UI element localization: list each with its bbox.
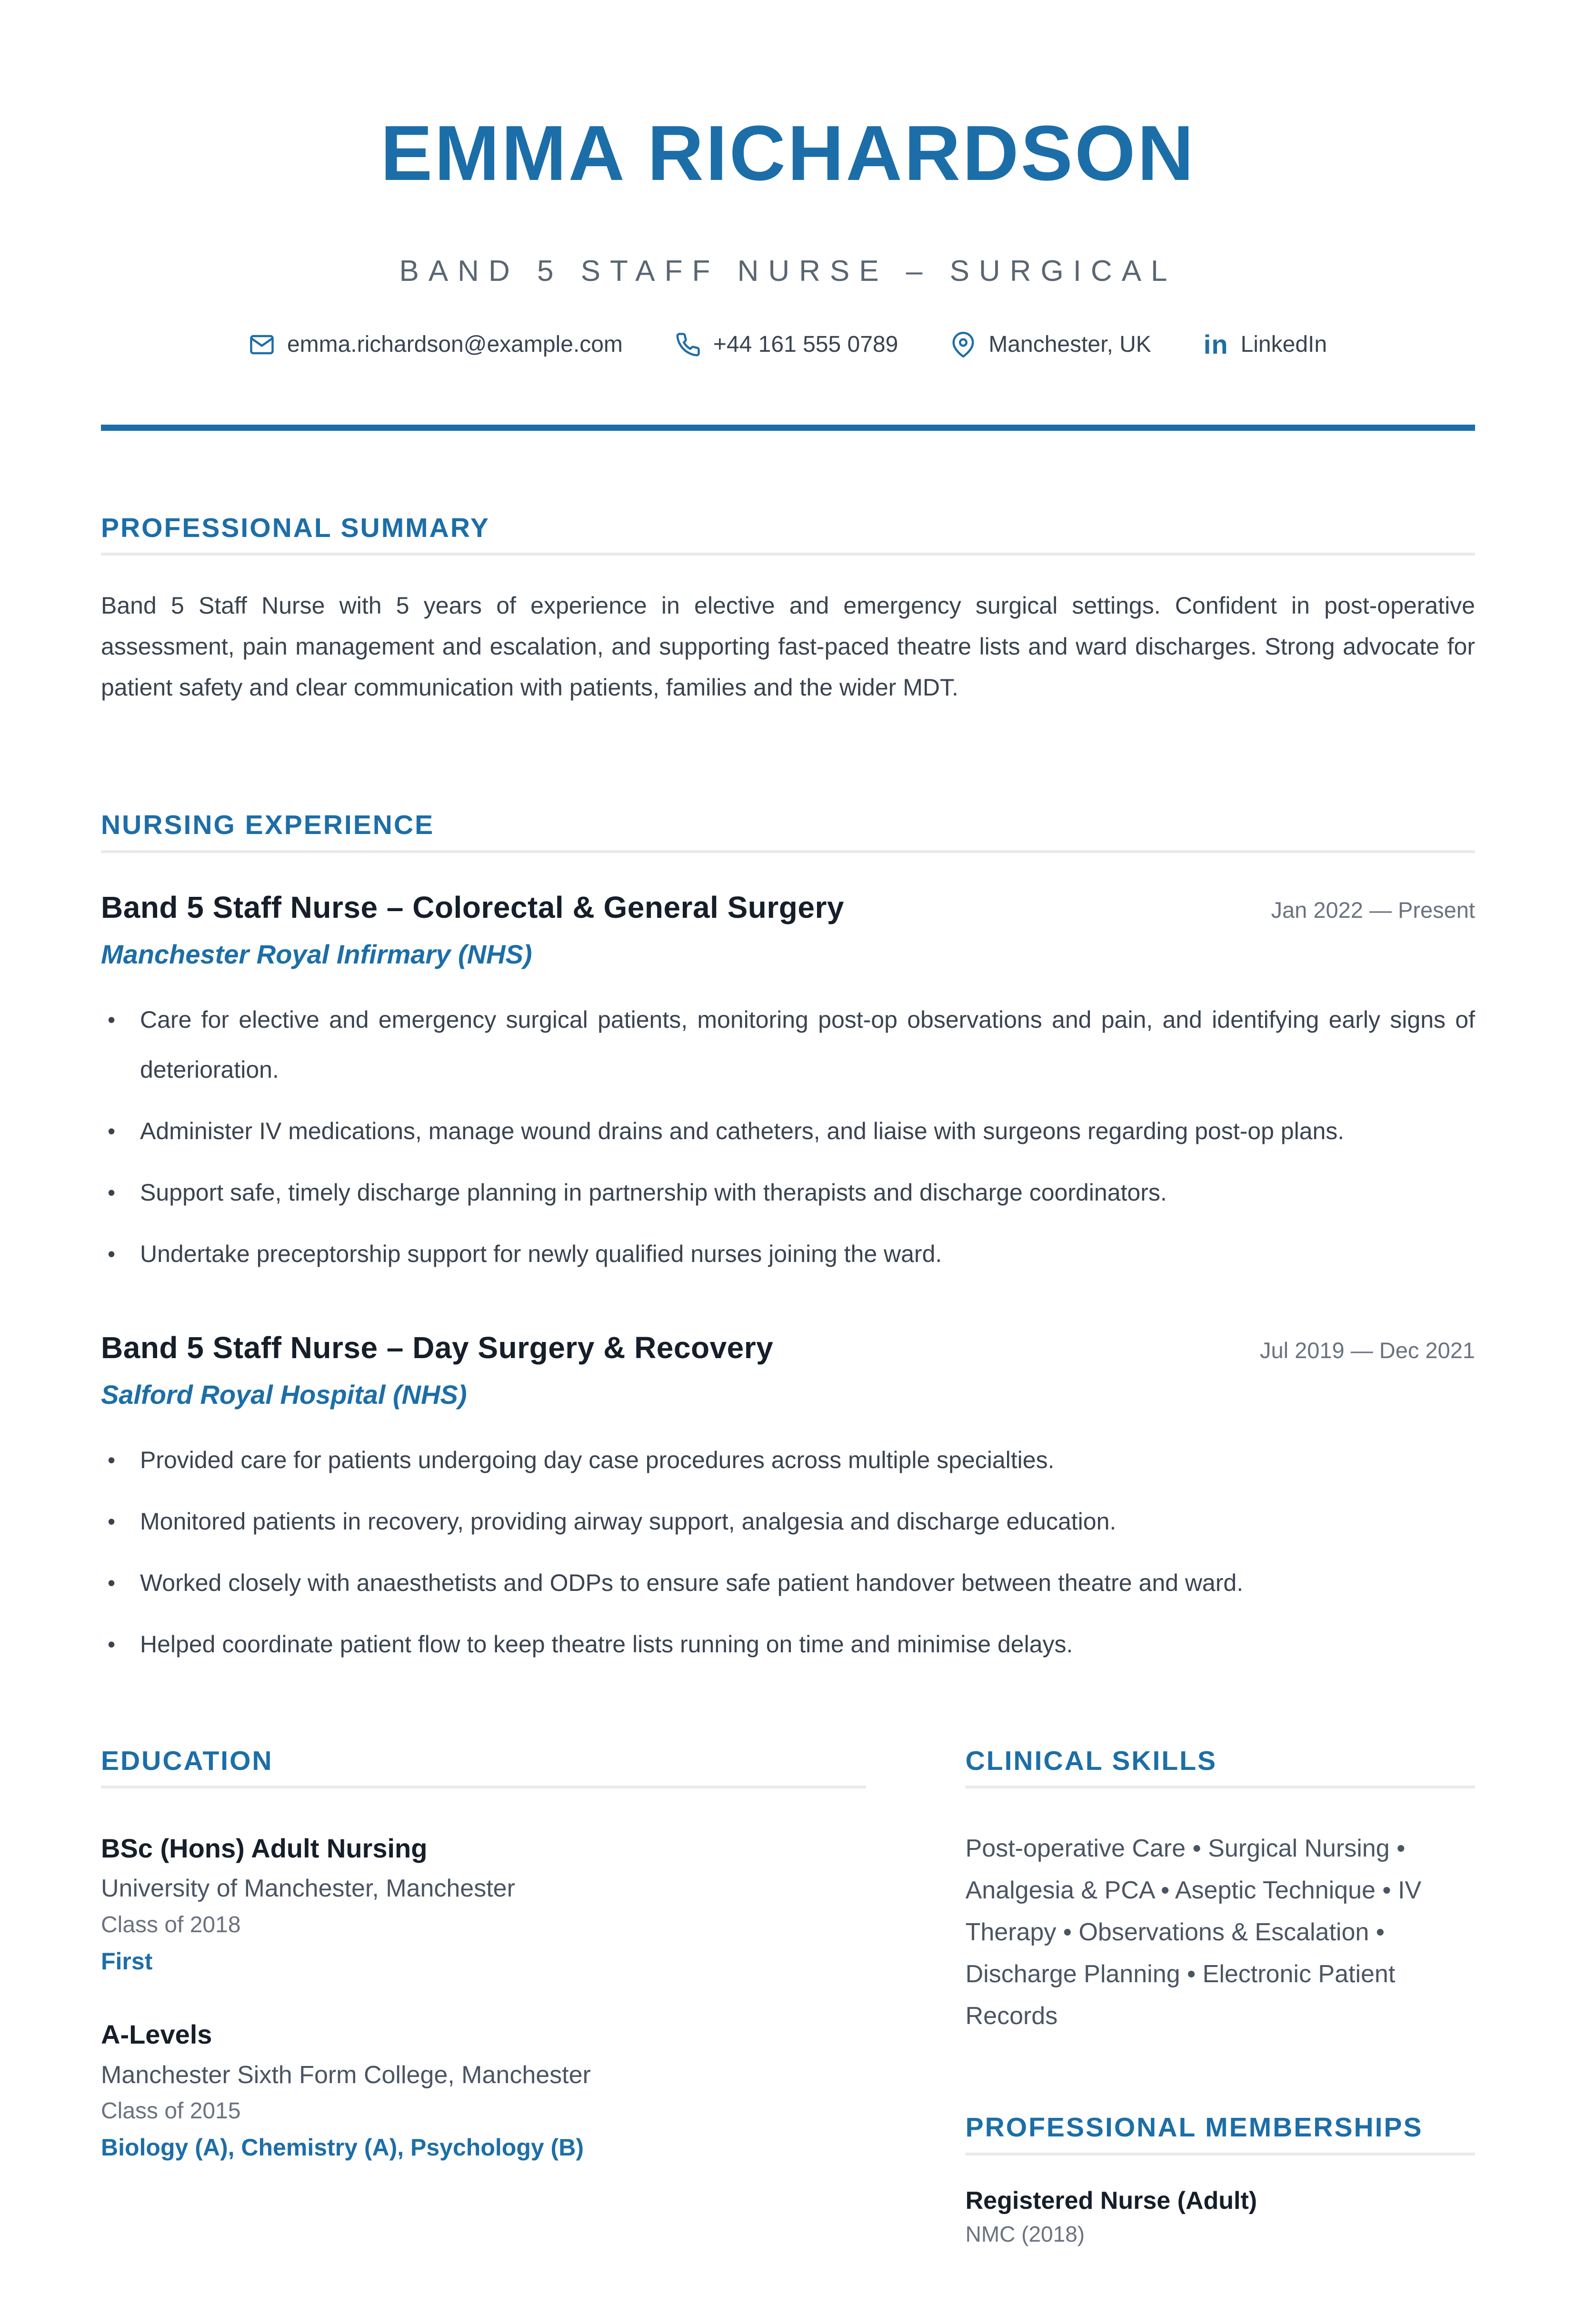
section-professional-summary <box>101 512 1475 708</box>
two-column-area <box>101 1745 1475 2247</box>
education-detail: Biology (A), Chemistry (A), Psychology (B) <box>101 2134 584 2161</box>
education-entry <box>101 2018 866 2162</box>
section-divider <box>966 2153 1475 2155</box>
job-dates: Jul 2019 — Dec 2021 <box>1259 1337 1475 1363</box>
job-title-subtitle: BAND 5 STAFF NURSE – SURGICAL <box>399 255 1177 288</box>
section-professional-memberships <box>966 2111 1475 2247</box>
education-class-year: Class of 2018 <box>101 1912 241 1937</box>
section-clinical-skills <box>966 1745 1475 2037</box>
contact-phone[interactable] <box>675 332 898 358</box>
contact-email[interactable] <box>249 332 623 358</box>
header-accent-rule <box>101 425 1475 431</box>
resume-header <box>101 0 1475 431</box>
section-heading: NURSING EXPERIENCE <box>101 810 435 841</box>
job-header <box>101 890 1475 925</box>
summary-paragraph: Band 5 Staff Nurse with 5 years of experience in elective and emergency surgical settings. Confident in post-operative assessment, pain management and escalation, and supporting fast-paced theatre lists and ward discharges. Strong advocate for patient safety and clear communication with patients, families and the wider MDT. <box>101 592 1475 701</box>
membership-detail: NMC (2018) <box>965 2221 1085 2246</box>
page-title: EMMA RICHARDSON <box>380 109 1196 197</box>
location-pin-icon <box>950 332 976 358</box>
membership-entry <box>966 2186 1475 2248</box>
education-school: University of Manchester, Manchester <box>101 1875 515 1903</box>
membership-name: Registered Nurse (Adult) <box>965 2186 1257 2215</box>
section-heading: PROFESSIONAL MEMBERSHIPS <box>965 2112 1423 2143</box>
section-divider <box>966 1786 1475 1788</box>
job-dates: Jan 2022 — Present <box>1271 897 1475 923</box>
right-column <box>966 1745 1475 2247</box>
job-bullet: • Monitored patients in recovery, providing airway support, analgesia and discharge education. <box>101 1497 1475 1547</box>
section-heading: CLINICAL SKILLS <box>965 1745 1217 1776</box>
education-detail: First <box>101 1948 153 1975</box>
job-bullet: • Provided care for patients undergoing day case procedures across multiple specialties. <box>101 1435 1475 1485</box>
job-company: Salford Royal Hospital (NHS) <box>101 1380 467 1410</box>
education-degree: A-Levels <box>101 2019 212 2050</box>
job-bullet-list <box>101 1435 1475 1669</box>
contact-location <box>950 332 1151 358</box>
education-school: Manchester Sixth Form College, Manchester <box>101 2061 591 2089</box>
job-header <box>101 1331 1475 1366</box>
section-divider <box>101 553 1475 556</box>
contact-row <box>101 331 1475 358</box>
section-divider <box>101 850 1475 853</box>
education-degree: BSc (Hons) Adult Nursing <box>101 1833 428 1864</box>
job-title: Band 5 Staff Nurse – Colorectal & General Surgery <box>101 890 844 924</box>
mail-icon <box>249 332 275 358</box>
job-bullet: • Care for elective and emergency surgical patients, monitoring post-op observations and pain, and identifying early signs of deterioration. <box>101 995 1475 1095</box>
job-bullet: • Helped coordinate patient flow to keep theatre lists running on time and minimise delays. <box>101 1619 1475 1669</box>
job-entry <box>101 1331 1475 1669</box>
contact-linkedin-label: LinkedIn <box>1240 332 1327 357</box>
job-bullet: • Administer IV medications, manage wound drains and catheters, and liaise with surgeons regarding post-op plans. <box>101 1106 1475 1156</box>
education-class-year: Class of 2015 <box>101 2098 241 2124</box>
job-company: Manchester Royal Infirmary (NHS) <box>101 939 532 970</box>
job-bullet-list <box>101 995 1475 1279</box>
job-bullet: • Worked closely with anaesthetists and ODPs to ensure safe patient handover between theatre and ward. <box>101 1558 1475 1608</box>
job-entry <box>101 890 1475 1279</box>
section-heading: EDUCATION <box>101 1745 273 1776</box>
job-title: Band 5 Staff Nurse – Day Surgery & Recovery <box>101 1330 774 1365</box>
contact-email-label: emma.richardson@example.com <box>287 332 623 357</box>
education-entry <box>101 1832 866 1976</box>
linkedin-icon: in <box>1203 329 1228 359</box>
section-education <box>101 1745 866 2247</box>
contact-linkedin[interactable] <box>1204 331 1327 358</box>
job-bullet: • Undertake preceptorship support for newly qualified nurses joining the ward. <box>101 1229 1475 1279</box>
section-nursing-experience <box>101 809 1475 1669</box>
job-bullet: • Support safe, timely discharge planning in partnership with therapists and discharge coordinators. <box>101 1168 1475 1218</box>
contact-phone-label: +44 161 555 0789 <box>713 332 898 357</box>
section-heading: PROFESSIONAL SUMMARY <box>101 513 490 543</box>
phone-icon <box>675 332 701 358</box>
section-divider <box>101 1786 866 1788</box>
skills-list: Post-operative Care • Surgical Nursing • Analgesia & PCA • Aseptic Technique • IV Therapy • Observations & Escalation • Discharge Planning • Electronic Patient Records <box>965 1835 1422 2030</box>
contact-location-label: Manchester, UK <box>988 332 1151 357</box>
